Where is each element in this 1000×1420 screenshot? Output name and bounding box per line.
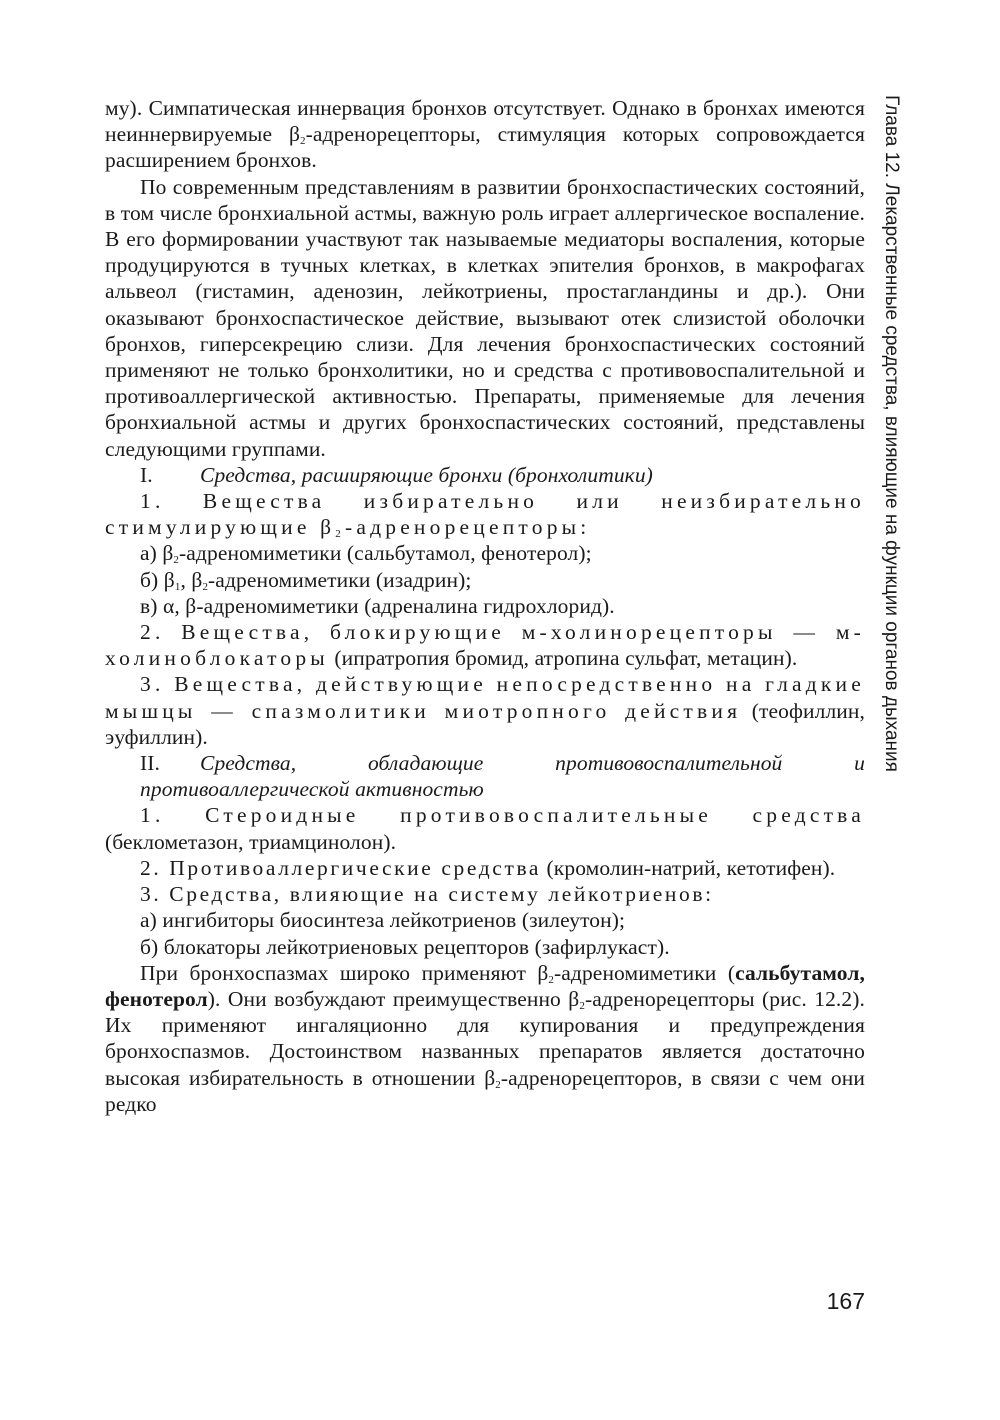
group-1-item-1: 1. Вещества избирательно или неизбирательно стимулирующие $\beta_2$-адренорецепторы: — [105, 489, 865, 541]
chapter-running-head: Глава 12. Лекарственные средства, влияющие на функции органов дыхания — [881, 95, 902, 772]
group-1-heading: I. Средства, расширяющие бронхи (бронхолитики) — [140, 462, 653, 487]
paragraph-allergic-inflammation: По современным представлениям в развитии бронхоспастических состояний, в том числе бронхиальной астмы, важную роль играет аллергическое воспаление. В его формировании участвуют так называемые медиаторы воспаления, которые продуцируются в тучных клетках, в клетках эпителия бронхов, в макрофагах альвеол (гистамин, аденозин, лейкотриены, простагландины и др.). Они оказывают бронхоспастическое действие, вызывают отек слизистой оболочки бронхов, гиперсекрецию слизи. Для лечения бронхоспастических состояний применяют не только бронхолитики, но и средства с противовоспалительной и противоаллергической активностью. Препараты, применяемые для лечения бронхиальной астмы и других бронхоспастических состояний, представлены следующими группами. — [105, 174, 865, 461]
group-2-heading: II. Средства, обладающие противовоспалительной и противоаллергической активностью — [140, 751, 865, 802]
paragraph-continuation: му). Симпатическая иннервация бронхов отсутствует. Однако в бронхах имеются неиннервируемые $\beta_2$-адренорецепторы, стимуляция которых сопровождается расширением бронхов. — [105, 96, 865, 173]
group-1-subitem-c: в) α, β-адреномиметики (адреналина гидрохлорид). — [140, 593, 615, 618]
group-2-item-3: 3. Средства, влияющие на систему лейкотриенов: — [140, 882, 714, 907]
group-1-item-2: 2. Вещества, блокирующие м-холинорецепторы — м-холиноблокаторы (ипратропия бромид, атропина сульфат, метацин). — [105, 620, 865, 671]
group-1-subitem-b: б) $\beta_1$, $\beta_2$-адреномиметики (изадрин); — [140, 567, 472, 593]
group-2-item-1: 1. Стероидные противовоспалительные средства (беклометазон, триамцинолон). — [105, 803, 865, 854]
group-1-item-3: 3. Вещества, действующие непосредственно на гладкие мышцы — спазмолитики миотропного действия (теофиллин, эуфиллин). — [105, 672, 865, 749]
page-number: 167 — [826, 1288, 865, 1314]
body-text — [105, 95, 865, 1117]
group-2-item-2: 2. Противоаллергические средства (кромолин-натрий, кетотифен). — [140, 855, 836, 880]
paragraph-beta2-agonists: При бронхоспазмах широко применяют $\beta_2$-адреномиметики (сальбутамол, фенотерол). Они возбуждают преимущественно $\beta_2$-адренорецепторы (рис. 12.2). Их применяют ингаляционно для купирования и предупреждения бронхоспазмов. Достоинством названных препаратов является достаточно высокая избирательность в отношении $\beta_2$-адренорецепторов, в связи с чем они редко — [105, 960, 865, 1116]
group-1-subitem-a: а) $\beta_2$-адреномиметики (сальбутамол, фенотерол); — [140, 541, 592, 567]
group-2-subitem-a: а) ингибиторы биосинтеза лейкотриенов (зилеутон); — [140, 908, 626, 933]
group-2-subitem-b: б) блокаторы лейкотриеновых рецепторов (зафирлукаст). — [140, 934, 670, 959]
